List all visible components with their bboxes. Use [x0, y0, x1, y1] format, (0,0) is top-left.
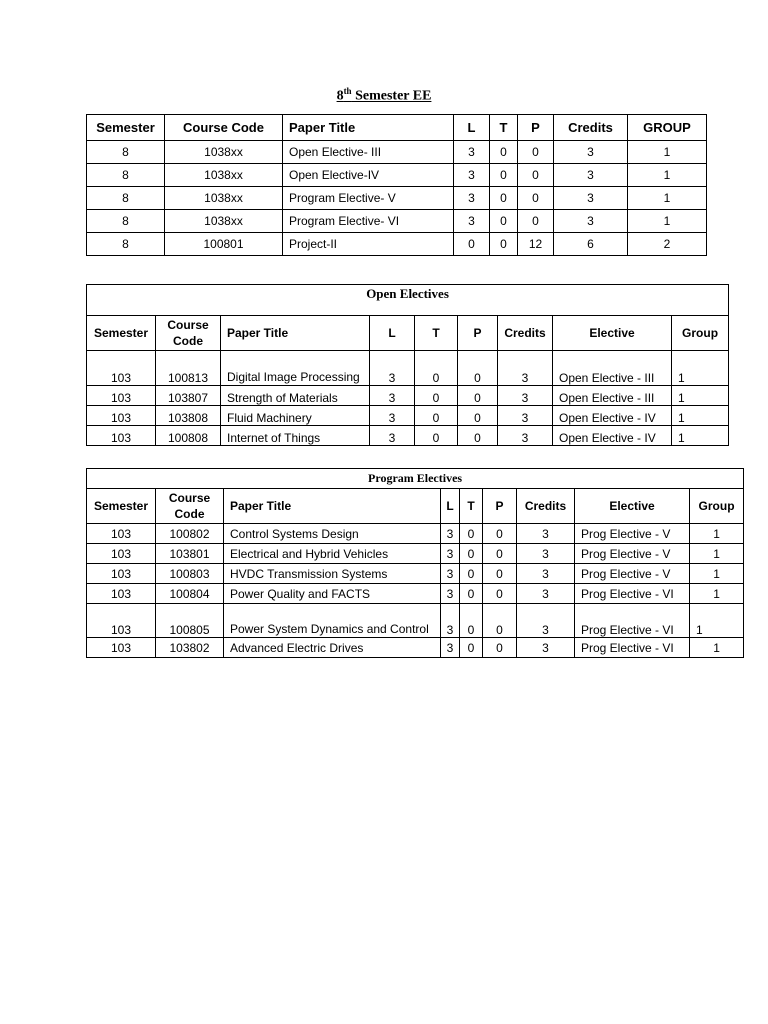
- header-paper-title: Paper Title: [221, 316, 370, 351]
- header-paper-title: Paper Title: [283, 115, 454, 141]
- page-title: 8th Semester EE: [336, 86, 432, 104]
- cell-credits: 6: [554, 233, 628, 256]
- cell-elective: Prog Elective - VI: [575, 584, 690, 604]
- table-row: [87, 164, 707, 187]
- cell-course-code: 103807: [156, 386, 221, 406]
- table-row: [87, 351, 729, 386]
- cell-group: 1: [690, 524, 744, 544]
- table-row: [87, 638, 744, 658]
- table-row: [87, 524, 744, 544]
- cell-paper-title: Power Quality and FACTS: [224, 584, 441, 604]
- cell-credits: 3: [554, 164, 628, 187]
- cell-p: 0: [518, 141, 554, 164]
- cell-semester: 8: [87, 164, 165, 187]
- cell-p: 0: [483, 638, 517, 658]
- cell-course-code: 1038xx: [165, 187, 283, 210]
- cell-l: 3: [441, 524, 460, 544]
- cell-course-code: 103801: [156, 544, 224, 564]
- cell-credits: 3: [517, 564, 575, 584]
- semester-course-table: [86, 114, 707, 256]
- header-l: L: [370, 316, 415, 351]
- cell-semester: 8: [87, 187, 165, 210]
- cell-semester: 103: [87, 604, 156, 638]
- program-electives-caption: Program Electives: [87, 469, 744, 489]
- cell-elective: Prog Elective - VI: [575, 638, 690, 658]
- cell-paper-title: Program Elective- V: [283, 187, 454, 210]
- cell-semester: 103: [87, 544, 156, 564]
- cell-semester: 103: [87, 351, 156, 386]
- cell-credits: 3: [517, 604, 575, 638]
- cell-group: 1: [690, 584, 744, 604]
- cell-course-code: 100803: [156, 564, 224, 584]
- cell-paper-title: Project-II: [283, 233, 454, 256]
- cell-group: 1: [628, 164, 707, 187]
- cell-course-code: 1038xx: [165, 164, 283, 187]
- cell-p: 0: [458, 426, 498, 446]
- cell-course-code: 100813: [156, 351, 221, 386]
- cell-p: 0: [483, 524, 517, 544]
- cell-l: 3: [454, 141, 490, 164]
- cell-group: 1: [628, 210, 707, 233]
- open-electives-table: [86, 284, 729, 446]
- header-elective: Elective: [553, 316, 672, 351]
- table-row: [87, 141, 707, 164]
- cell-paper-title: Electrical and Hybrid Vehicles: [224, 544, 441, 564]
- cell-t: 0: [490, 164, 518, 187]
- header-group: Group: [672, 316, 729, 351]
- cell-l: 3: [454, 187, 490, 210]
- cell-t: 0: [460, 638, 483, 658]
- cell-elective: Prog Elective - VI: [575, 604, 690, 638]
- cell-p: 0: [483, 564, 517, 584]
- cell-elective: Prog Elective - V: [575, 564, 690, 584]
- cell-t: 0: [490, 210, 518, 233]
- cell-paper-title: Digital Image Processing: [221, 351, 370, 386]
- cell-credits: 3: [554, 187, 628, 210]
- cell-paper-title: HVDC Transmission Systems: [224, 564, 441, 584]
- cell-p: 0: [518, 164, 554, 187]
- cell-course-code: 100802: [156, 524, 224, 544]
- cell-paper-title: Open Elective- III: [283, 141, 454, 164]
- cell-paper-title: Program Elective- VI: [283, 210, 454, 233]
- cell-group: 1: [672, 386, 729, 406]
- cell-course-code: 103802: [156, 638, 224, 658]
- table-header-row: [87, 489, 744, 524]
- cell-credits: 3: [517, 544, 575, 564]
- cell-l: 3: [370, 406, 415, 426]
- cell-p: 0: [518, 187, 554, 210]
- cell-l: 3: [454, 210, 490, 233]
- cell-group: 1: [628, 141, 707, 164]
- table-row: [87, 187, 707, 210]
- cell-elective: Open Elective - IV: [553, 426, 672, 446]
- table-row: [87, 406, 729, 426]
- cell-p: 0: [518, 210, 554, 233]
- header-course-code: Course Code: [156, 489, 224, 524]
- cell-semester: 8: [87, 233, 165, 256]
- table-caption-row: [87, 469, 744, 489]
- header-semester: Semester: [87, 115, 165, 141]
- cell-course-code: 100804: [156, 584, 224, 604]
- cell-l: 0: [454, 233, 490, 256]
- header-t: T: [460, 489, 483, 524]
- cell-paper-title: Power System Dynamics and Control: [224, 604, 441, 638]
- cell-t: 0: [460, 564, 483, 584]
- header-t: T: [415, 316, 458, 351]
- cell-t: 0: [415, 406, 458, 426]
- cell-course-code: 100801: [165, 233, 283, 256]
- table-row: [87, 426, 729, 446]
- header-l: L: [441, 489, 460, 524]
- cell-t: 0: [415, 386, 458, 406]
- cell-course-code: 1038xx: [165, 141, 283, 164]
- cell-credits: 3: [517, 638, 575, 658]
- cell-paper-title: Control Systems Design: [224, 524, 441, 544]
- header-group: GROUP: [628, 115, 707, 141]
- cell-elective: Prog Elective - V: [575, 544, 690, 564]
- cell-t: 0: [460, 584, 483, 604]
- cell-l: 3: [441, 584, 460, 604]
- cell-semester: 103: [87, 524, 156, 544]
- open-electives-caption: Open Electives: [87, 285, 729, 316]
- cell-group: 1: [672, 351, 729, 386]
- cell-t: 0: [460, 544, 483, 564]
- cell-t: 0: [460, 524, 483, 544]
- table-row: [87, 386, 729, 406]
- cell-p: 0: [458, 406, 498, 426]
- table-row: [87, 233, 707, 256]
- cell-l: 3: [441, 638, 460, 658]
- cell-paper-title: Open Elective-IV: [283, 164, 454, 187]
- header-course-code: Course Code: [165, 115, 283, 141]
- cell-semester: 103: [87, 564, 156, 584]
- header-paper-title: Paper Title: [224, 489, 441, 524]
- cell-credits: 3: [554, 210, 628, 233]
- cell-semester: 103: [87, 638, 156, 658]
- cell-course-code: 1038xx: [165, 210, 283, 233]
- cell-p: 0: [458, 351, 498, 386]
- cell-t: 0: [490, 187, 518, 210]
- cell-credits: 3: [498, 426, 553, 446]
- cell-t: 0: [490, 141, 518, 164]
- cell-semester: 103: [87, 584, 156, 604]
- header-course-code: Course Code: [156, 316, 221, 351]
- cell-semester: 103: [87, 406, 156, 426]
- cell-group: 1: [628, 187, 707, 210]
- cell-l: 3: [441, 544, 460, 564]
- header-t: T: [490, 115, 518, 141]
- cell-semester: 103: [87, 386, 156, 406]
- cell-p: 0: [458, 386, 498, 406]
- cell-elective: Open Elective - III: [553, 351, 672, 386]
- cell-p: 0: [483, 604, 517, 638]
- header-semester: Semester: [87, 489, 156, 524]
- table-row: [87, 210, 707, 233]
- table-header-row: [87, 316, 729, 351]
- table-header-row: [87, 115, 707, 141]
- table-row: [87, 544, 744, 564]
- cell-t: 0: [460, 604, 483, 638]
- cell-t: 0: [415, 426, 458, 446]
- header-group: Group: [690, 489, 744, 524]
- cell-t: 0: [415, 351, 458, 386]
- cell-paper-title: Fluid Machinery: [221, 406, 370, 426]
- cell-l: 3: [441, 564, 460, 584]
- cell-group: 1: [672, 406, 729, 426]
- cell-paper-title: Strength of Materials: [221, 386, 370, 406]
- cell-elective: Open Elective - IV: [553, 406, 672, 426]
- cell-group: 2: [628, 233, 707, 256]
- cell-group: 1: [690, 544, 744, 564]
- cell-course-code: 100808: [156, 426, 221, 446]
- header-credits: Credits: [517, 489, 575, 524]
- header-semester: Semester: [87, 316, 156, 351]
- table-row: [87, 604, 744, 638]
- cell-group: 1: [690, 564, 744, 584]
- cell-p: 0: [483, 544, 517, 564]
- cell-semester: 8: [87, 141, 165, 164]
- cell-credits: 3: [498, 406, 553, 426]
- cell-semester: 8: [87, 210, 165, 233]
- cell-group: 1: [690, 604, 744, 638]
- cell-semester: 103: [87, 426, 156, 446]
- header-credits: Credits: [554, 115, 628, 141]
- cell-elective: Prog Elective - V: [575, 524, 690, 544]
- cell-t: 0: [490, 233, 518, 256]
- cell-credits: 3: [554, 141, 628, 164]
- cell-credits: 3: [498, 386, 553, 406]
- cell-l: 3: [370, 351, 415, 386]
- cell-l: 3: [441, 604, 460, 638]
- table-row: [87, 584, 744, 604]
- table-caption-row: [87, 285, 729, 316]
- cell-group: 1: [690, 638, 744, 658]
- header-l: L: [454, 115, 490, 141]
- cell-paper-title: Advanced Electric Drives: [224, 638, 441, 658]
- cell-credits: 3: [517, 584, 575, 604]
- header-p: P: [518, 115, 554, 141]
- cell-paper-title: Internet of Things: [221, 426, 370, 446]
- program-electives-table: [86, 468, 744, 658]
- header-p: P: [458, 316, 498, 351]
- cell-course-code: 100805: [156, 604, 224, 638]
- cell-p: 0: [483, 584, 517, 604]
- cell-l: 3: [370, 426, 415, 446]
- cell-elective: Open Elective - III: [553, 386, 672, 406]
- cell-p: 12: [518, 233, 554, 256]
- cell-group: 1: [672, 426, 729, 446]
- header-elective: Elective: [575, 489, 690, 524]
- header-credits: Credits: [498, 316, 553, 351]
- cell-l: 3: [454, 164, 490, 187]
- cell-l: 3: [370, 386, 415, 406]
- cell-credits: 3: [498, 351, 553, 386]
- table-row: [87, 564, 744, 584]
- cell-course-code: 103808: [156, 406, 221, 426]
- header-p: P: [483, 489, 517, 524]
- cell-credits: 3: [517, 524, 575, 544]
